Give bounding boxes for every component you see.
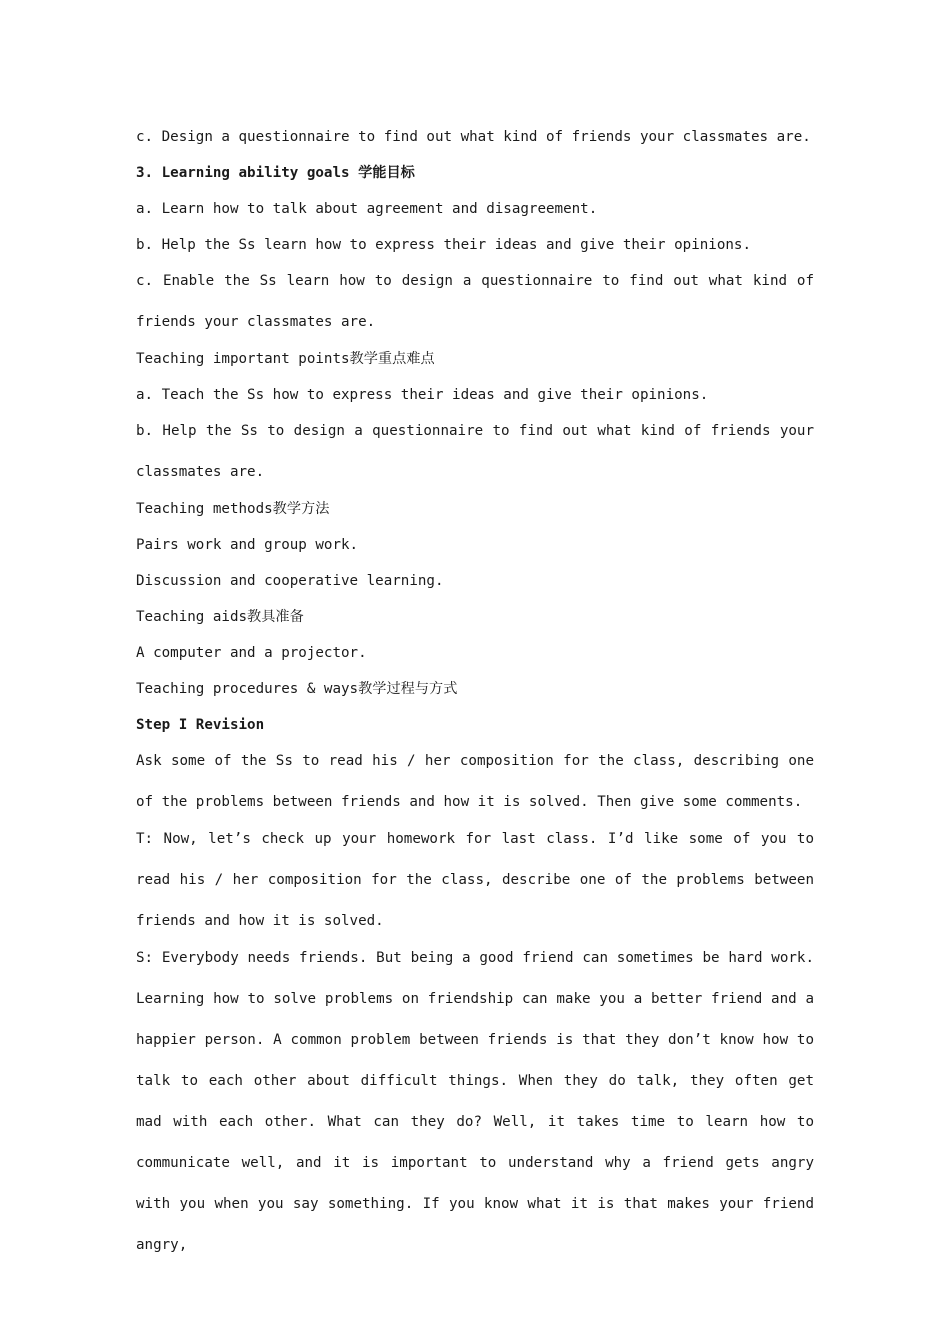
- heading-step-1-revision: Step I Revision: [136, 717, 265, 733]
- goal-a-agreement: a. Learn how to talk about agreement and disagreement.: [136, 201, 598, 217]
- objective-c-design-questionnaire: c. Design a questionnaire to find out what kind of friends your classmates are.: [136, 129, 811, 145]
- heading-teaching-important-points: Teaching important points教学重点难点: [136, 351, 435, 367]
- student-composition: S: Everybody needs friends. But being a good friend can sometimes be hard work. Learning how to solve problems on friendship can make you a better friend and a happier person. A common problem between friends is that they don’t know how to talk to each other about difficult things. When they do talk, they often get mad with each other. What can they do? Well, it takes time to learn how to communicate well, and it is important to understand why a friend gets angry with you when you say something. If you know what it is that makes your friend angry,: [136, 950, 814, 1253]
- aid-computer-projector: A computer and a projector.: [136, 645, 367, 661]
- point-a-teach-express: a. Teach the Ss how to express their ideas and give their opinions.: [136, 387, 709, 403]
- method-pairs-group-work: Pairs work and group work.: [136, 537, 359, 553]
- teacher-dialogue: T: Now, let’s check up your homework for last class. I’d like some of you to read his / her composition for the class, describe one of the problems between friends and how it is solved.: [136, 831, 814, 929]
- heading-learning-ability-goals: 3. Learning ability goals 学能目标: [136, 165, 415, 181]
- heading-teaching-procedures: Teaching procedures & ways教学过程与方式: [136, 681, 458, 697]
- point-b-design-questionnaire: b. Help the Ss to design a questionnaire to find out what kind of friends your classmates are.: [136, 423, 814, 480]
- document-page: [136, 124, 814, 1269]
- heading-teaching-methods: Teaching methods教学方法: [136, 501, 330, 517]
- heading-teaching-aids: Teaching aids教具准备: [136, 609, 304, 625]
- method-discussion: Discussion and cooperative learning.: [136, 573, 444, 589]
- goal-c-enable-design: c. Enable the Ss learn how to design a questionnaire to find out what kind of friends your classmates are.: [136, 273, 814, 330]
- revision-instruction: Ask some of the Ss to read his / her composition for the class, describing one of the problems between friends and how it is solved. Then give some comments.: [136, 753, 814, 810]
- goal-b-express-ideas: b. Help the Ss learn how to express their ideas and give their opinions.: [136, 237, 751, 253]
